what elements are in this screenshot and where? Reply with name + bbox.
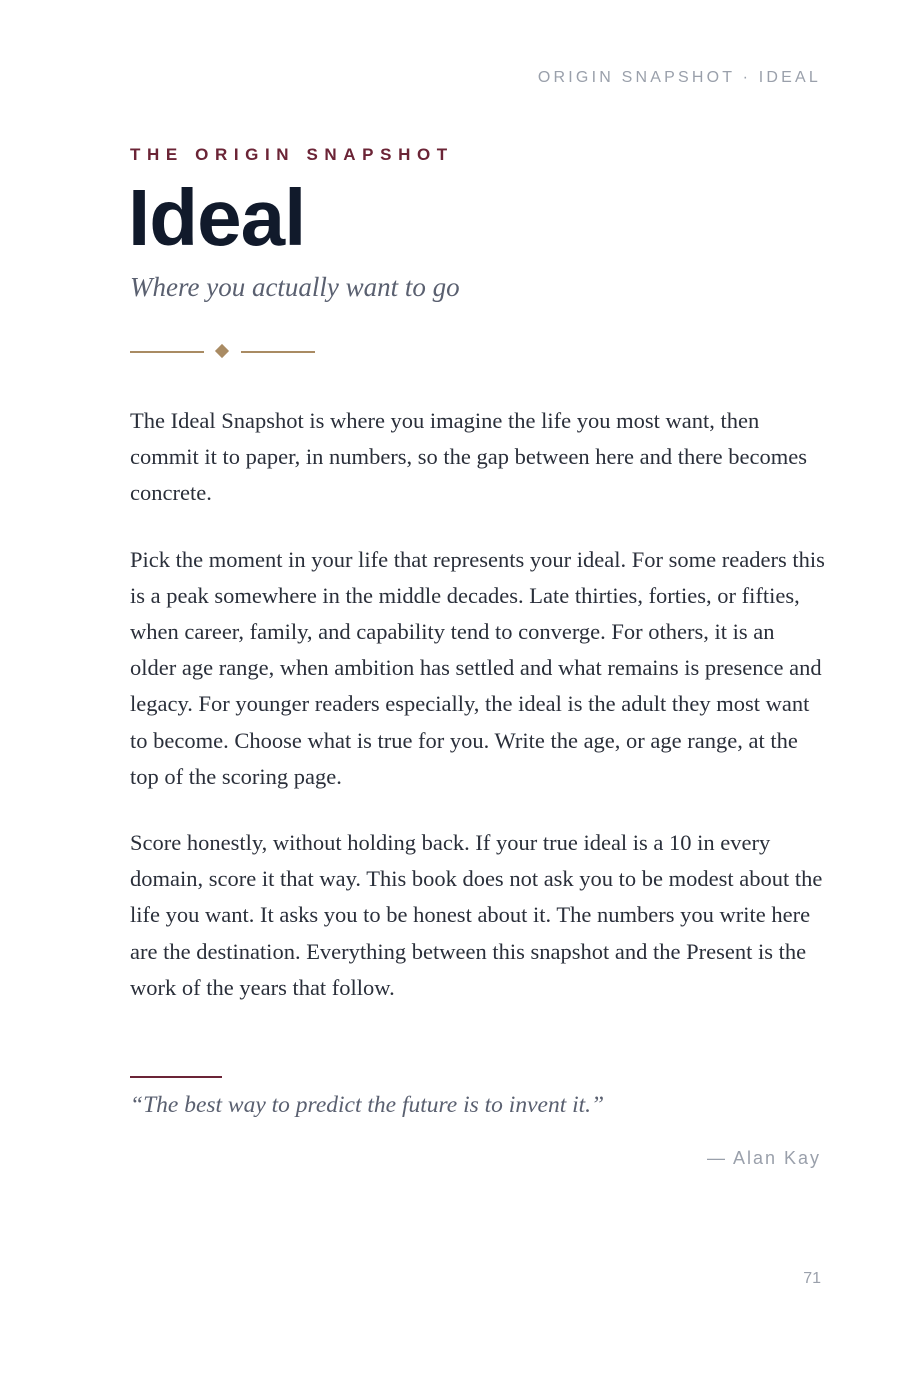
body-paragraph: The Ideal Snapshot is where you imagine the life you most want, then commit it to paper, in numbers, so the gap between here and there becomes concrete. — [130, 408, 807, 506]
page-title: Ideal — [128, 173, 306, 262]
body-paragraph: Score honestly, without holding back. If your true ideal is a 10 in every domain, score it that way. This book does not ask you to be modest about the life you want. It asks you to be honest about it. The numbers you write here are the destination. Everything between this snapshot and the Present is the work of the years that follow. — [130, 830, 823, 1000]
divider-line-right — [241, 351, 315, 353]
running-header: ORIGIN SNAPSHOT · IDEAL — [537, 69, 821, 86]
body-text — [130, 403, 825, 1036]
quote-attribution: — Alan Kay — [706, 1148, 821, 1168]
diamond-icon — [215, 344, 229, 358]
quote-rule — [130, 1076, 222, 1078]
body-paragraph: Pick the moment in your life that represents your ideal. For some readers this is a peak somewhere in the middle decades. Late thirties, forties, or fifties, when career, family, and capability tend to converge. For others, it is an older age range, when ambition has settled and what remains is presence and legacy. For younger readers especially, the ideal is the adult they most want to become. Choose what is true for you. Write the age, or age range, at the top of the scoring page. — [130, 546, 825, 789]
divider-line-left — [130, 351, 204, 353]
section-eyebrow: THE ORIGIN SNAPSHOT — [130, 145, 454, 164]
page-number: 71 — [803, 1270, 821, 1287]
page-subtitle: Where you actually want to go — [130, 272, 460, 302]
epigraph-quote: “The best way to predict the future is to invent it.” — [130, 1092, 605, 1118]
divider-ornament — [130, 343, 316, 361]
